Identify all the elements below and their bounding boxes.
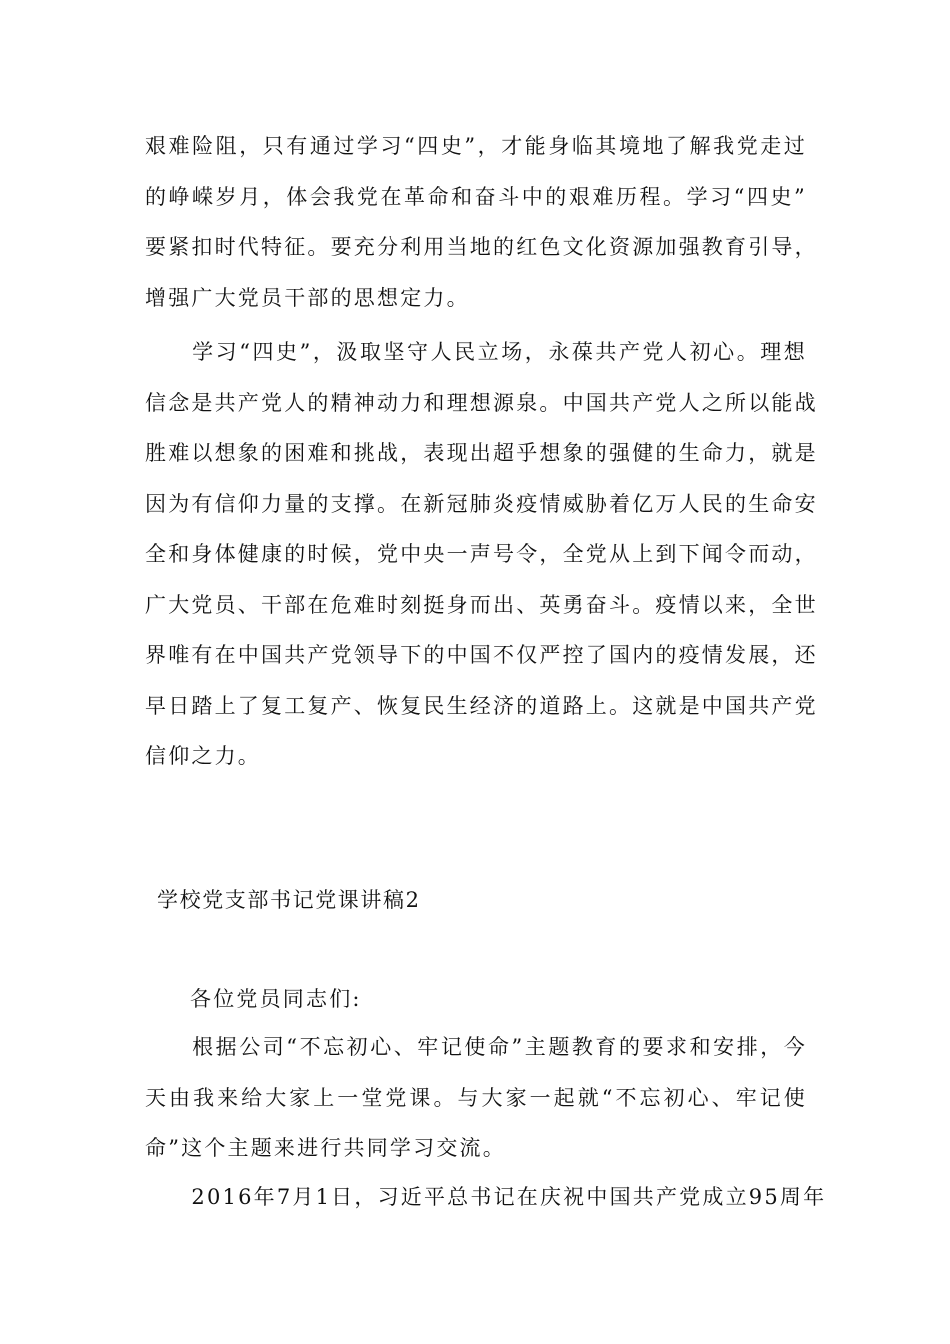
paragraph-1-line: 要紧扣时代特征。要充分利用当地的红色文化资源加强教育引导，	[145, 235, 818, 259]
paragraph-2-line: 胜难以想象的困难和挑战，表现出超乎想象的强健的生命力，就是	[145, 441, 818, 465]
paragraph-4	[145, 1172, 827, 1223]
paragraph-1-line: 增强广大党员干部的思想定力。	[145, 285, 470, 310]
paragraph-2-line: 广大党员、干部在危难时刻挺身而出、英勇奋斗。疫情以来，全世	[145, 592, 818, 617]
paragraph-1	[145, 121, 818, 323]
paragraph-2-line: 早日踏上了复工复产、恢复民生经济的道路上。这就是中国共产党	[145, 693, 818, 718]
paragraph-2-line: 学习“四史”，汲取坚守人民立场，永葆共产党人初心。理想	[145, 340, 807, 364]
paragraph-4-line: 2016年7月1日，习近平总书记在庆祝中国共产党成立95周年	[145, 1185, 827, 1209]
paragraph-3-line: 命”这个主题来进行共同学习交流。	[145, 1136, 506, 1160]
paragraph-2-line: 全和身体健康的时候，党中央一声号令，全党从上到下闻令而动，	[145, 542, 818, 566]
paragraph-1-line: 艰难险阻，只有通过学习“四史”，才能身临其境地了解我党走过	[145, 134, 807, 158]
paragraph-2	[145, 327, 818, 782]
paragraph-2-line: 界唯有在中国共产党领导下的中国不仅严控了国内的疫情发展，还	[145, 643, 818, 667]
paragraph-2-line: 信仰之力。	[145, 744, 261, 768]
paragraph-3	[145, 1022, 807, 1174]
paragraph-3-line: 天由我来给大家上一堂党课。与大家一起就“不忘初心、牢记使	[145, 1085, 807, 1110]
paragraph-1-line: 的峥嵘岁月，体会我党在革命和奋斗中的艰难历程。学习“四史”	[145, 184, 807, 209]
paragraph-2-line: 因为有信仰力量的支撑。在新冠肺炎疫情威胁着亿万人民的生命安	[145, 491, 818, 516]
document-title: 学校党支部书记党课讲稿2	[157, 888, 421, 912]
greeting: 各位党员同志们:	[190, 987, 362, 1011]
paragraph-2-line: 信念是共产党人的精神动力和理想源泉。中国共产党人之所以能战	[145, 390, 818, 415]
paragraph-3-line: 根据公司“不忘初心、牢记使命”主题教育的要求和安排，今	[145, 1035, 807, 1059]
